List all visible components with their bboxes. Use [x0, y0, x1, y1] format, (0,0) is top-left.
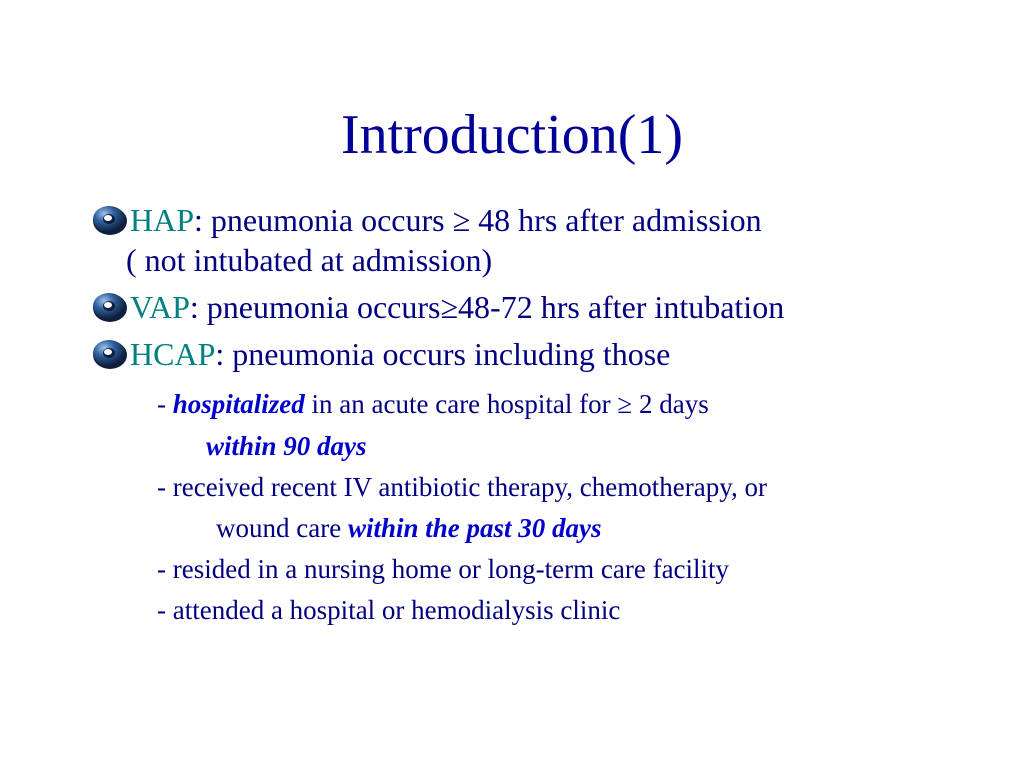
item-emphasis: within the past 30 days: [347, 513, 602, 543]
hcap-item-antibiotics-continuation: [216, 510, 602, 546]
slide-title: Introduction(1): [340, 104, 684, 166]
item-emphasis: within 90 days: [206, 431, 367, 461]
hcap-item-hemodialysis: - attended a hospital or hemodialysis clinic: [157, 595, 621, 625]
hcap-item-hospitalized-continuation: [206, 428, 367, 464]
hcap-item-nursing-home: - resided in a nursing home or long-term care facility: [157, 554, 730, 584]
item-emphasis: hospitalized: [172, 389, 305, 419]
item-text: wound care: [216, 513, 348, 543]
bullet-term: HAP: [130, 202, 195, 238]
disc-bullet-icon: [90, 337, 130, 371]
bullet-term: VAP: [130, 289, 190, 325]
bullet-hap-continuation: ( not intubated at admission): [126, 242, 493, 278]
bullet-term: HCAP: [130, 336, 216, 372]
bullet-text: : pneumonia occurs≥48-72 hrs after intubation: [189, 289, 785, 325]
item-prefix: -: [157, 389, 173, 419]
disc-bullet-icon: [90, 203, 130, 237]
hcap-item-antibiotics: - received recent IV antibiotic therapy, chemotherapy, or: [157, 472, 767, 502]
bullet-text: : pneumonia occurs including those: [215, 336, 671, 372]
bullet-text: : pneumonia occurs ≥ 48 hrs after admission: [194, 202, 762, 238]
item-text: in an acute care hospital for ≥ 2 days: [304, 389, 709, 419]
hcap-item-hospitalized: [157, 386, 709, 422]
disc-bullet-icon: [90, 290, 130, 324]
